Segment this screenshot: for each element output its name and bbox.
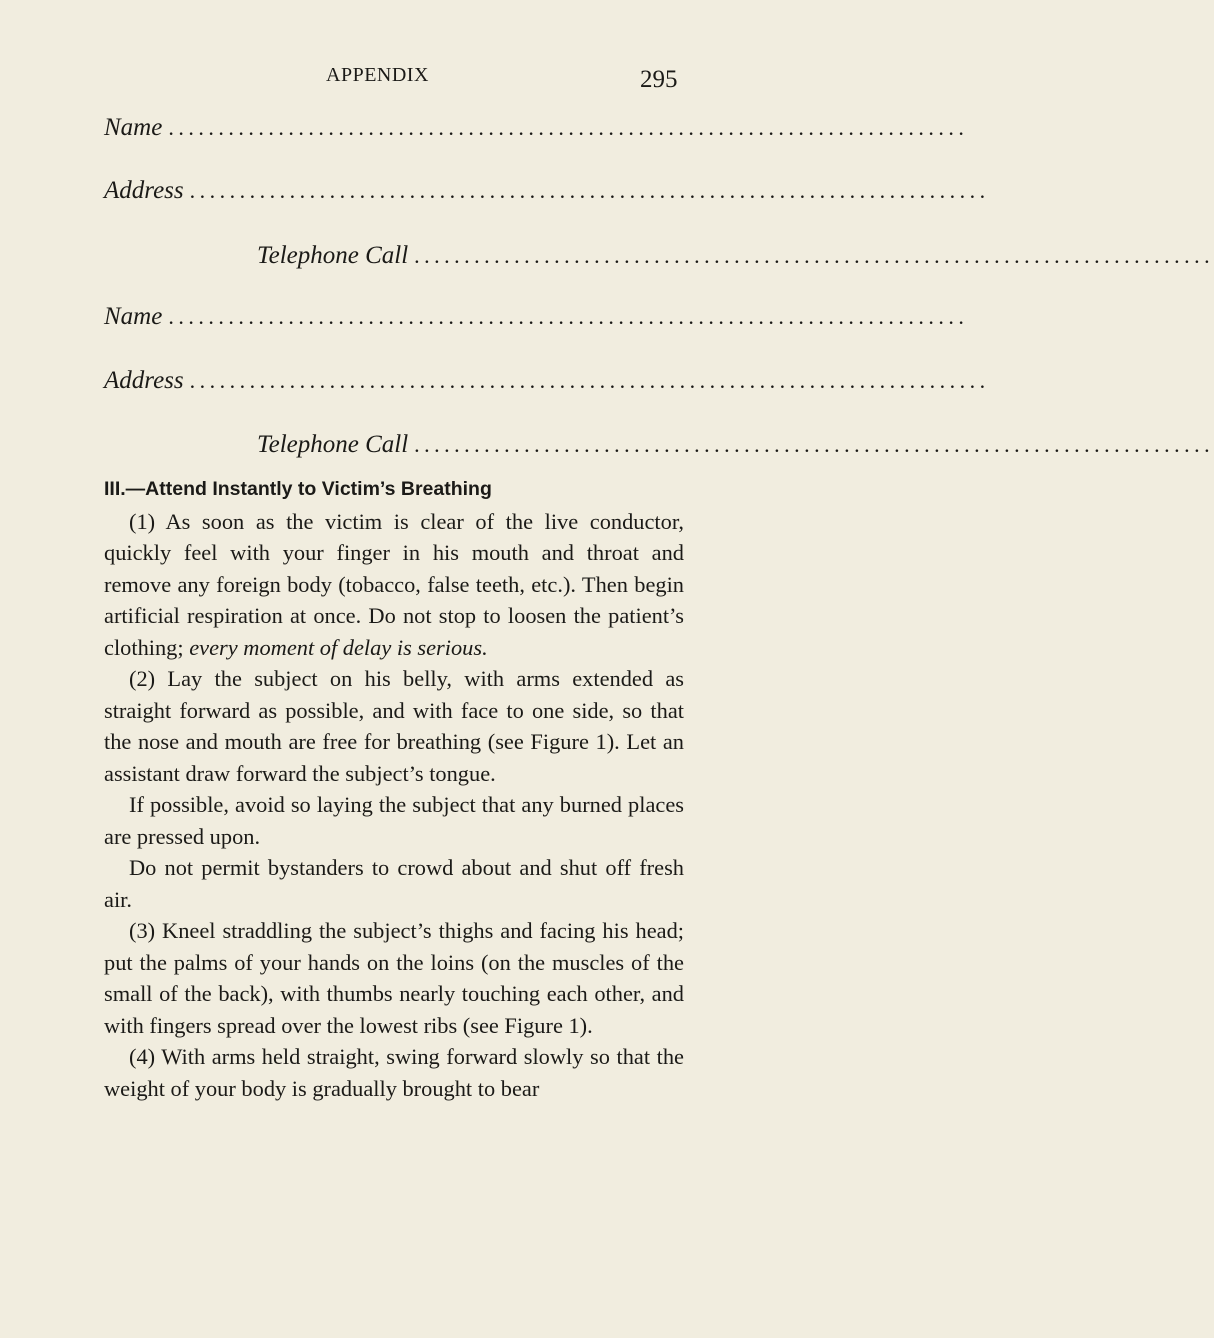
- dotted-leader: ................................................................................: [168, 304, 969, 329]
- breathing-section: [104, 474, 684, 1104]
- name-field-1: [104, 114, 969, 148]
- address-field-1: [104, 177, 990, 211]
- dotted-leader: ................................................................................: [414, 432, 1214, 457]
- paragraph-6: (4) With arms held straight, swing forward slowly so that the weight of your body is gradually brought to bear: [104, 1044, 684, 1101]
- name-field-2: [104, 303, 969, 337]
- paragraph-5: (3) Kneel straddling the subject’s thighs and facing his head; put the palms of your hands on the loins (on the muscles of the small of the back), with thumbs nearly touching each other, and with fingers spread over the lowest ribs (see Figure 1).: [104, 918, 684, 1038]
- paragraph-2: (2) Lay the subject on his belly, with arms extended as straight forward as possible, and with face to one side, so that the nose and mouth are free for breathing (see Figure 1). Let an assistant draw forward the subject’s tongue.: [104, 666, 684, 786]
- dotted-leader: ................................................................................: [168, 115, 969, 140]
- dotted-leader: ................................................................................: [189, 368, 990, 393]
- address-field-2: [104, 367, 990, 401]
- paragraph-4: Do not permit bystanders to crowd about and shut off fresh air.: [104, 855, 684, 912]
- name-label: Name: [104, 114, 163, 141]
- address-label: Address: [104, 177, 184, 204]
- dotted-leader: ................................................................................: [414, 243, 1214, 268]
- address-label: Address: [104, 367, 184, 394]
- telephone-field-2: [257, 431, 1214, 465]
- page-number: 295: [640, 66, 678, 93]
- paragraph-1-text: (1) As soon as the victim is clear of the live conductor, quickly feel with your finger in his mouth and throat and remove any foreign body (tobacco, false teeth, etc.). Then begin artificial respiration at once. Do not stop to loosen the patient’s clothing;: [104, 508, 684, 660]
- section-heading: III.—Attend Instantly to Victim’s Breathing: [104, 478, 492, 500]
- paragraph-3: If possible, avoid so laying the subject that any burned places are pressed upon.: [104, 792, 684, 849]
- telephone-label: Telephone Call: [257, 431, 409, 458]
- running-head: [0, 64, 800, 98]
- name-label: Name: [104, 303, 163, 330]
- running-head-title: APPENDIX: [326, 64, 429, 86]
- paragraph-1: [104, 506, 684, 664]
- telephone-label: Telephone Call: [257, 242, 409, 269]
- telephone-field-1: [257, 242, 1214, 276]
- dotted-leader: ................................................................................: [189, 178, 990, 203]
- paragraph-1-emphasis: every moment of delay is serious.: [189, 634, 488, 660]
